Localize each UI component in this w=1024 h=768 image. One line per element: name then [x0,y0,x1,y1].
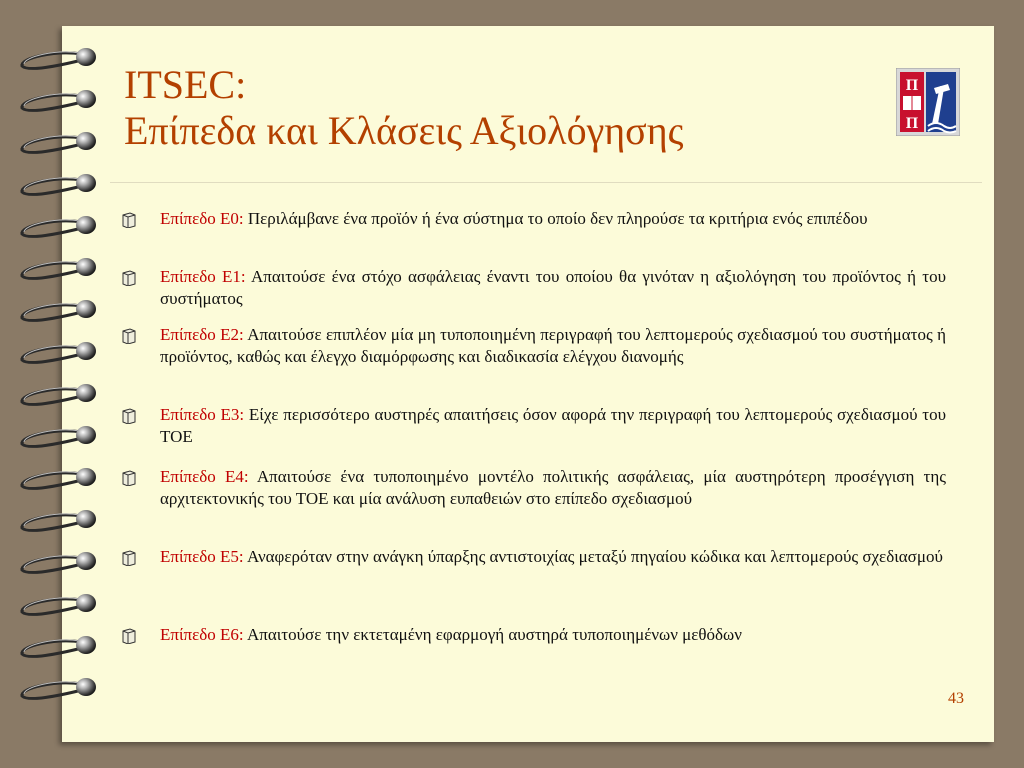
spiral-wire [22,557,82,573]
spiral-ring [76,678,96,696]
spiral-ring [76,174,96,192]
spiral-wire [22,347,82,363]
bullet-lead: Επίπεδο Ε0: [160,209,244,228]
title-line-2: Επίπεδα και Κλάσεις Αξιολόγησης [124,108,684,153]
book-bullet-icon [122,408,136,424]
spiral-wire [22,53,82,69]
book-bullet-icon [122,328,136,344]
bullet-text: Απαιτούσε ένα στόχο ασφάλειας έναντι του οποίου θα γινόταν η αξιολόγηση του προϊόντος ή του συστήματος [160,267,946,308]
spiral-ring [76,48,96,66]
spiral-ring [76,384,96,402]
spiral-wire [22,389,82,405]
spiral-wire [22,179,82,195]
book-bullet-icon [122,270,136,286]
logo-letter-bottom: Π [905,115,919,132]
spiral-wire [22,473,82,489]
logo-letter-top: Π [905,77,919,94]
bullet-lead: Επίπεδο Ε3: [160,405,245,424]
bullet-lead: Επίπεδο Ε4: [160,467,249,486]
university-logo [896,68,960,136]
book-bullet-icon [122,470,136,486]
spiral-ring [76,342,96,360]
spiral-ring [76,132,96,150]
bullet-item [122,624,946,646]
book-bullet-icon [122,628,136,644]
spiral-wire [22,599,82,615]
spiral-wire [22,305,82,321]
spiral-wire [22,515,82,531]
spiral-ring [76,258,96,276]
bullet-item [122,324,946,368]
spiral-ring [76,90,96,108]
bullet-item [122,266,946,310]
spiral-wire [22,641,82,657]
spiral-ring [76,510,96,528]
bullet-item [122,208,946,230]
title-divider [110,182,982,183]
bullet-lead: Επίπεδο Ε1: [160,267,246,286]
page-number: 43 [948,690,964,707]
spiral-ring [76,594,96,612]
spiral-wire [22,137,82,153]
spiral-wire [22,683,82,699]
spiral-wire [22,221,82,237]
bullet-item [122,546,946,568]
bullet-text: Περιλάμβανε ένα προϊόν ή ένα σύστημα το οποίο δεν πληρούσε τα κριτήρια ενός επιπέδου [243,209,868,228]
spiral-ring [76,426,96,444]
spiral-ring [76,468,96,486]
spiral-ring [76,300,96,318]
bullet-text: Αναφερόταν στην ανάγκη ύπαρξης αντιστοιχίας μεταξύ πηγαίου κώδικα και λεπτομερούς σχεδιασμού [243,547,943,566]
spiral-wire [22,95,82,111]
spiral-wire [22,263,82,279]
book-bullet-icon [122,212,136,228]
bullet-lead: Επίπεδο Ε5: [160,547,244,566]
spiral-ring [76,552,96,570]
bullet-text: Είχε περισσότερο αυστηρές απαιτήσεις όσον αφορά την περιγραφή του λεπτομερούς σχεδιασμού του ΤΟΕ [160,405,946,446]
book-bullet-icon [122,550,136,566]
bullet-text: Απαιτούσε την εκτεταμένη εφαρμογή αυστηρά τυποποιημένων μεθόδων [243,625,742,644]
bullet-item [122,404,946,448]
slide-title [124,62,684,154]
title-line-1: ITSEC: [124,62,247,107]
spiral-ring [76,636,96,654]
spiral-binding [0,0,110,768]
spiral-wire [22,431,82,447]
bullet-lead: Επίπεδο Ε6: [160,625,244,644]
bullet-text: Απαιτούσε επιπλέον μία μη τυποποιημένη περιγραφή του λεπτομερούς σχεδιασμού του συστήματος ή προϊόντος, καθώς και έλεγχο διαμόρφωσης και διαδικασία ελέγχου διανομής [160,325,946,366]
bullet-item [122,466,946,510]
spiral-ring [76,216,96,234]
bullet-text: Απαιτούσε ένα τυποποιημένο μοντέλο πολιτικής ασφάλειας, μία αυστηρότερη προσέγγιση της αρχιτεκτονικής του ΤΟΕ και μία ανάλυση ευπαθειών στο επίπεδο σχεδιασμού [160,467,946,508]
bullet-lead: Επίπεδο Ε2: [160,325,244,344]
